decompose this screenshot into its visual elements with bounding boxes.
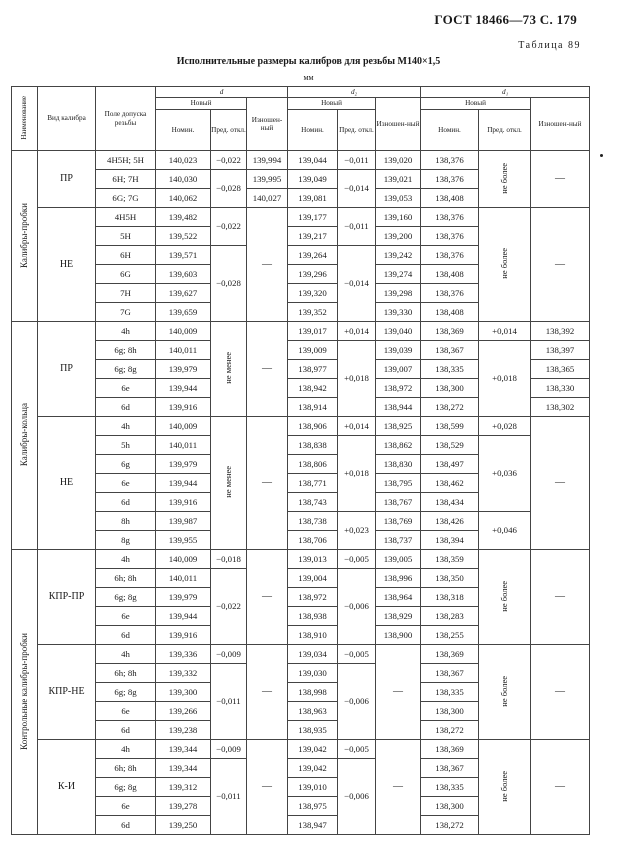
d1-nominal: 138,318	[421, 588, 479, 607]
d-nominal: 139,916	[156, 626, 211, 645]
kind-pr: ПР	[38, 322, 96, 417]
d2-nominal: 138,977	[288, 360, 338, 379]
d-nominal: 140,011	[156, 569, 211, 588]
d2-nominal: 139,044	[288, 151, 338, 170]
standard-designation: ГОСТ 18466—73 С. 179	[434, 12, 577, 27]
d-worn-dash: —	[247, 740, 288, 835]
d1-nominal: 138,529	[421, 436, 479, 455]
d2-worn: 139,039	[376, 341, 421, 360]
table-row	[12, 645, 590, 664]
tolerance-field: 5h	[96, 436, 156, 455]
d2-deviation: −0,005	[338, 550, 376, 569]
tolerance-field: 6g; 8g	[96, 360, 156, 379]
d1-worn: 138,330	[531, 379, 590, 398]
d2-nominal: 139,034	[288, 645, 338, 664]
d2-worn: 138,972	[376, 379, 421, 398]
d-nominal: 139,955	[156, 531, 211, 550]
d2-worn-dash: —	[376, 645, 421, 740]
d2-nominal: 139,013	[288, 550, 338, 569]
d2-deviation: +0,023	[338, 512, 376, 550]
d1-nominal: 138,272	[421, 816, 479, 835]
tolerance-field: 6e	[96, 474, 156, 493]
d2-worn: 138,767	[376, 493, 421, 512]
d-nominal: 139,979	[156, 360, 211, 379]
tolerance-field: 6e	[96, 607, 156, 626]
d1-nominal: 138,426	[421, 512, 479, 531]
d2-worn: 138,737	[376, 531, 421, 550]
d-nominal: 140,009	[156, 322, 211, 341]
d2-worn: 139,330	[376, 303, 421, 322]
d-nominal: 139,979	[156, 455, 211, 474]
d2-nominal: 138,998	[288, 683, 338, 702]
d2-nominal: 138,963	[288, 702, 338, 721]
d-nominal: 139,238	[156, 721, 211, 740]
d2-deviation: −0,006	[338, 569, 376, 645]
d-dev-header: Пред. откл.	[211, 110, 247, 151]
d2-nominal: 138,935	[288, 721, 338, 740]
tolerance-field: 4H5H; 5H	[96, 151, 156, 170]
d-deviation: −0,022	[211, 569, 247, 645]
d2-deviation: −0,005	[338, 740, 376, 759]
d1-worn-dash: —	[531, 151, 590, 208]
tolerance-field: 6d	[96, 398, 156, 417]
d2-nominal: 139,017	[288, 322, 338, 341]
d-nominal: 139,916	[156, 398, 211, 417]
group-label-control: Контрольные калибры-пробки	[12, 550, 38, 835]
tolerance-field: 7G	[96, 303, 156, 322]
d2-nominal: 138,706	[288, 531, 338, 550]
kind-ne: НЕ	[38, 208, 96, 322]
d2-worn-header: Изношен-ный	[376, 98, 421, 151]
d1-nominal: 138,376	[421, 208, 479, 227]
d1-nominal: 138,300	[421, 702, 479, 721]
unit-label: мм	[303, 73, 314, 82]
tolerance-field: 4H5H	[96, 208, 156, 227]
d1-nominal: 138,300	[421, 379, 479, 398]
d-nominal: 140,030	[156, 170, 211, 189]
d1-worn-header: Изношен-ный	[531, 98, 590, 151]
d-worn-dash: —	[247, 208, 288, 322]
col-d-header: d	[156, 87, 288, 98]
d1-nominal: 138,335	[421, 360, 479, 379]
d2-worn-dash: —	[376, 740, 421, 835]
d2-nominal: 139,177	[288, 208, 338, 227]
d2-worn: 139,298	[376, 284, 421, 303]
d-deviation: −0,011	[211, 664, 247, 740]
d2-nominal: 138,914	[288, 398, 338, 417]
d-deviation: −0,011	[211, 759, 247, 835]
d1-nominal: 138,272	[421, 398, 479, 417]
d-worn-dash: —	[247, 417, 288, 550]
d-nominal: 139,979	[156, 588, 211, 607]
d2-nominal: 139,217	[288, 227, 338, 246]
d1-nominal: 138,376	[421, 170, 479, 189]
d1-nominal: 138,255	[421, 626, 479, 645]
d1-dev-header: Пред. откл.	[479, 110, 531, 151]
d1-nominal: 138,408	[421, 303, 479, 322]
d2-new-header: Новый	[288, 98, 376, 110]
d2-worn: 138,830	[376, 455, 421, 474]
d1-deviation: +0,014	[479, 322, 531, 341]
col-d1-header: d₁	[421, 87, 590, 98]
d2-nominal: 139,010	[288, 778, 338, 797]
d2-worn: 139,053	[376, 189, 421, 208]
d1-nominal: 138,283	[421, 607, 479, 626]
kind-pr: ПР	[38, 151, 96, 208]
d-nominal: 140,011	[156, 436, 211, 455]
tolerance-field: 4h	[96, 322, 156, 341]
d-nominal: 139,278	[156, 797, 211, 816]
d-nominal: 139,250	[156, 816, 211, 835]
d1-worn: 138,397	[531, 341, 590, 360]
d-nominal: 140,011	[156, 341, 211, 360]
d2-worn: 139,020	[376, 151, 421, 170]
d2-nominal: 138,938	[288, 607, 338, 626]
d1-deviation: +0,036	[479, 436, 531, 512]
d1-worn-dash: —	[531, 740, 590, 835]
d1-worn: 138,365	[531, 360, 590, 379]
tolerance-field: 6d	[96, 721, 156, 740]
gauge-dimensions-table	[11, 86, 590, 835]
d2-nominal: 138,743	[288, 493, 338, 512]
d2-nominal: 139,296	[288, 265, 338, 284]
d2-nominal: 138,942	[288, 379, 338, 398]
tolerance-field: 4h	[96, 645, 156, 664]
d2-nominal: 139,352	[288, 303, 338, 322]
d1-nominal: 138,376	[421, 284, 479, 303]
d-nominal: 140,062	[156, 189, 211, 208]
d1-worn-dash: —	[531, 417, 590, 550]
tolerance-field: 6d	[96, 626, 156, 645]
d2-worn: 139,005	[376, 550, 421, 569]
tolerance-field: 4h	[96, 417, 156, 436]
d2-deviation: −0,005	[338, 645, 376, 664]
d2-worn: 138,795	[376, 474, 421, 493]
d1-worn: 138,302	[531, 398, 590, 417]
d1-nominal: 138,367	[421, 759, 479, 778]
d1-nominal: 138,394	[421, 531, 479, 550]
d1-worn-dash: —	[531, 550, 590, 645]
table-title: Исполнительные размеры калибров для резьбы М140×1,5	[176, 56, 441, 67]
tolerance-field: 6G	[96, 265, 156, 284]
d1-worn-dash: —	[531, 208, 590, 322]
d2-dev-header: Пред. откл.	[338, 110, 376, 151]
d-deviation: −0,022	[211, 208, 247, 246]
col-name-header: Наименование	[12, 87, 38, 151]
d2-deviation: −0,014	[338, 246, 376, 322]
d1-nominal: 138,408	[421, 189, 479, 208]
d1-nominal: 138,376	[421, 227, 479, 246]
d-nominal: 139,266	[156, 702, 211, 721]
tolerance-field: 6h; 8h	[96, 664, 156, 683]
d2-nominal: 138,975	[288, 797, 338, 816]
tolerance-field: 8h	[96, 512, 156, 531]
tolerance-field: 7H	[96, 284, 156, 303]
d2-deviation: +0,018	[338, 341, 376, 417]
d2-worn: 139,021	[376, 170, 421, 189]
d1-worn-dash: —	[531, 645, 590, 740]
d-worn-dash: —	[247, 645, 288, 740]
d-worn-dash: —	[247, 550, 288, 645]
d2-worn: 138,996	[376, 569, 421, 588]
d2-nominal: 139,049	[288, 170, 338, 189]
d2-nominal: 139,042	[288, 759, 338, 778]
d2-worn: 139,160	[376, 208, 421, 227]
d1-nominal: 138,462	[421, 474, 479, 493]
d-nominal-header: Номин.	[156, 110, 211, 151]
d-nominal: 139,944	[156, 379, 211, 398]
d1-nominal-header: Номин.	[421, 110, 479, 151]
tolerance-field: 6h; 8h	[96, 759, 156, 778]
d-nominal: 139,659	[156, 303, 211, 322]
d1-nominal: 138,367	[421, 664, 479, 683]
d2-deviation: +0,014	[338, 322, 376, 341]
d1-nominal: 138,408	[421, 265, 479, 284]
d2-nominal-header: Номин.	[288, 110, 338, 151]
tolerance-field: 6H; 7H	[96, 170, 156, 189]
kind-kpr-ne: КПР-НЕ	[38, 645, 96, 740]
d1-nominal: 138,369	[421, 645, 479, 664]
kind-kpr-pr: КПР-ПР	[38, 550, 96, 645]
d1-dev-limit: не более	[479, 208, 531, 322]
d1-deviation: +0,046	[479, 512, 531, 550]
d2-worn: 138,929	[376, 607, 421, 626]
d1-nominal: 138,376	[421, 151, 479, 170]
table-row	[12, 740, 590, 759]
d-nominal: 139,944	[156, 607, 211, 626]
d-nominal: 139,627	[156, 284, 211, 303]
tolerance-field: 6d	[96, 493, 156, 512]
d2-deviation: +0,014	[338, 417, 376, 436]
d-worn: 139,995	[247, 170, 288, 189]
d1-dev-limit: не более	[479, 645, 531, 740]
d2-deviation: −0,011	[338, 151, 376, 170]
d2-nominal: 138,972	[288, 588, 338, 607]
d-worn-header: Изношен-ный	[247, 98, 288, 151]
table-body	[12, 151, 590, 835]
tolerance-field: 5H	[96, 227, 156, 246]
d2-nominal: 139,042	[288, 740, 338, 759]
d2-deviation: −0,006	[338, 759, 376, 835]
d2-worn: 138,862	[376, 436, 421, 455]
d2-deviation: −0,006	[338, 664, 376, 740]
d-nominal: 139,522	[156, 227, 211, 246]
d-nominal: 139,344	[156, 759, 211, 778]
d-nominal: 139,916	[156, 493, 211, 512]
d2-worn: 138,900	[376, 626, 421, 645]
d2-nominal: 139,004	[288, 569, 338, 588]
d1-nominal: 138,369	[421, 740, 479, 759]
d-nominal: 139,571	[156, 246, 211, 265]
d2-nominal: 138,738	[288, 512, 338, 531]
d2-nominal: 138,806	[288, 455, 338, 474]
d2-worn: 139,007	[376, 360, 421, 379]
d-deviation: −0,022	[211, 151, 247, 170]
tolerance-field: 6g; 8g	[96, 683, 156, 702]
tolerance-field: 8g	[96, 531, 156, 550]
d1-nominal: 138,599	[421, 417, 479, 436]
d-nominal: 140,009	[156, 417, 211, 436]
table-row	[12, 417, 590, 436]
d2-nominal: 138,910	[288, 626, 338, 645]
d2-worn: 138,964	[376, 588, 421, 607]
table-row	[12, 550, 590, 569]
table-row	[12, 208, 590, 227]
d2-worn: 139,040	[376, 322, 421, 341]
d2-deviation: +0,018	[338, 436, 376, 512]
d2-nominal: 138,906	[288, 417, 338, 436]
d1-nominal: 138,335	[421, 683, 479, 702]
d-worn-dash: —	[247, 322, 288, 417]
d2-nominal: 139,009	[288, 341, 338, 360]
d1-deviation: +0,028	[479, 417, 531, 436]
tolerance-field: 6h; 8h	[96, 569, 156, 588]
d-nominal: 139,332	[156, 664, 211, 683]
table-row	[12, 341, 590, 360]
table-row	[12, 436, 590, 455]
d-nominal: 139,344	[156, 740, 211, 759]
d1-worn: 138,392	[531, 322, 590, 341]
tolerance-field: 6e	[96, 702, 156, 721]
d2-nominal: 139,081	[288, 189, 338, 208]
d-deviation: −0,028	[211, 170, 247, 208]
tolerance-field: 6d	[96, 816, 156, 835]
col-field-header: Поле допуска резьбы	[96, 87, 156, 151]
d2-worn: 139,242	[376, 246, 421, 265]
table-row	[12, 151, 590, 170]
d-worn: 139,994	[247, 151, 288, 170]
d1-nominal: 138,335	[421, 778, 479, 797]
d1-nominal: 138,359	[421, 550, 479, 569]
tolerance-field: 6H	[96, 246, 156, 265]
d2-nominal: 139,030	[288, 664, 338, 683]
d1-nominal: 138,369	[421, 322, 479, 341]
kind-k-i: К-И	[38, 740, 96, 835]
tolerance-field: 6g; 8g	[96, 588, 156, 607]
kind-ne: НЕ	[38, 417, 96, 550]
table-header	[12, 87, 590, 151]
d-nominal: 139,312	[156, 778, 211, 797]
d-worn: 140,027	[247, 189, 288, 208]
d-nominal: 139,482	[156, 208, 211, 227]
d1-nominal: 138,300	[421, 797, 479, 816]
d-nominal: 140,023	[156, 151, 211, 170]
d2-worn: 139,200	[376, 227, 421, 246]
tolerance-field: 6g; 8h	[96, 341, 156, 360]
margin-dot	[600, 154, 603, 157]
d-nominal: 140,009	[156, 550, 211, 569]
d1-nominal: 138,350	[421, 569, 479, 588]
d2-deviation: −0,014	[338, 170, 376, 208]
d2-worn: 138,925	[376, 417, 421, 436]
d1-new-header: Новый	[421, 98, 531, 110]
d2-worn: 139,274	[376, 265, 421, 284]
d-nominal: 139,300	[156, 683, 211, 702]
tolerance-field: 6e	[96, 797, 156, 816]
d1-nominal: 138,272	[421, 721, 479, 740]
d-nominal: 139,987	[156, 512, 211, 531]
tolerance-field: 4h	[96, 740, 156, 759]
d1-nominal: 138,497	[421, 455, 479, 474]
d1-deviation: +0,018	[479, 341, 531, 417]
d1-dev-limit: не более	[479, 740, 531, 835]
d2-nominal: 139,320	[288, 284, 338, 303]
col-kind-header: Вид калибра	[38, 87, 96, 151]
tolerance-field: 4h	[96, 550, 156, 569]
d-dev-limit: не менее	[211, 322, 247, 417]
table-number: Таблица 89	[518, 40, 581, 51]
d2-nominal: 138,838	[288, 436, 338, 455]
d-nominal: 139,944	[156, 474, 211, 493]
table-row	[12, 322, 590, 341]
tolerance-field: 6G; 7G	[96, 189, 156, 208]
d-nominal: 139,603	[156, 265, 211, 284]
d1-dev-limit: не более	[479, 550, 531, 645]
d1-nominal: 138,376	[421, 246, 479, 265]
d-nominal: 139,336	[156, 645, 211, 664]
group-label-plug: Калибры-пробки	[12, 151, 38, 322]
d-deviation: −0,009	[211, 740, 247, 759]
d2-nominal: 138,947	[288, 816, 338, 835]
tolerance-field: 6g; 8g	[96, 778, 156, 797]
d1-nominal: 138,434	[421, 493, 479, 512]
d1-nominal: 138,367	[421, 341, 479, 360]
d-deviation: −0,028	[211, 246, 247, 322]
col-d2-header: d₂	[288, 87, 421, 98]
tolerance-field: 6g	[96, 455, 156, 474]
group-label-ring: Калибры-кольца	[12, 322, 38, 550]
table-row	[12, 512, 590, 531]
d-new-header: Новый	[156, 98, 247, 110]
d-dev-limit: не менее	[211, 417, 247, 550]
tolerance-field: 6e	[96, 379, 156, 398]
d1-dev-limit: не более	[479, 151, 531, 208]
d2-worn: 138,769	[376, 512, 421, 531]
d2-deviation: −0,011	[338, 208, 376, 246]
d-deviation: −0,009	[211, 645, 247, 664]
d2-nominal: 138,771	[288, 474, 338, 493]
d-deviation: −0,018	[211, 550, 247, 569]
d2-worn: 138,944	[376, 398, 421, 417]
d2-nominal: 139,264	[288, 246, 338, 265]
